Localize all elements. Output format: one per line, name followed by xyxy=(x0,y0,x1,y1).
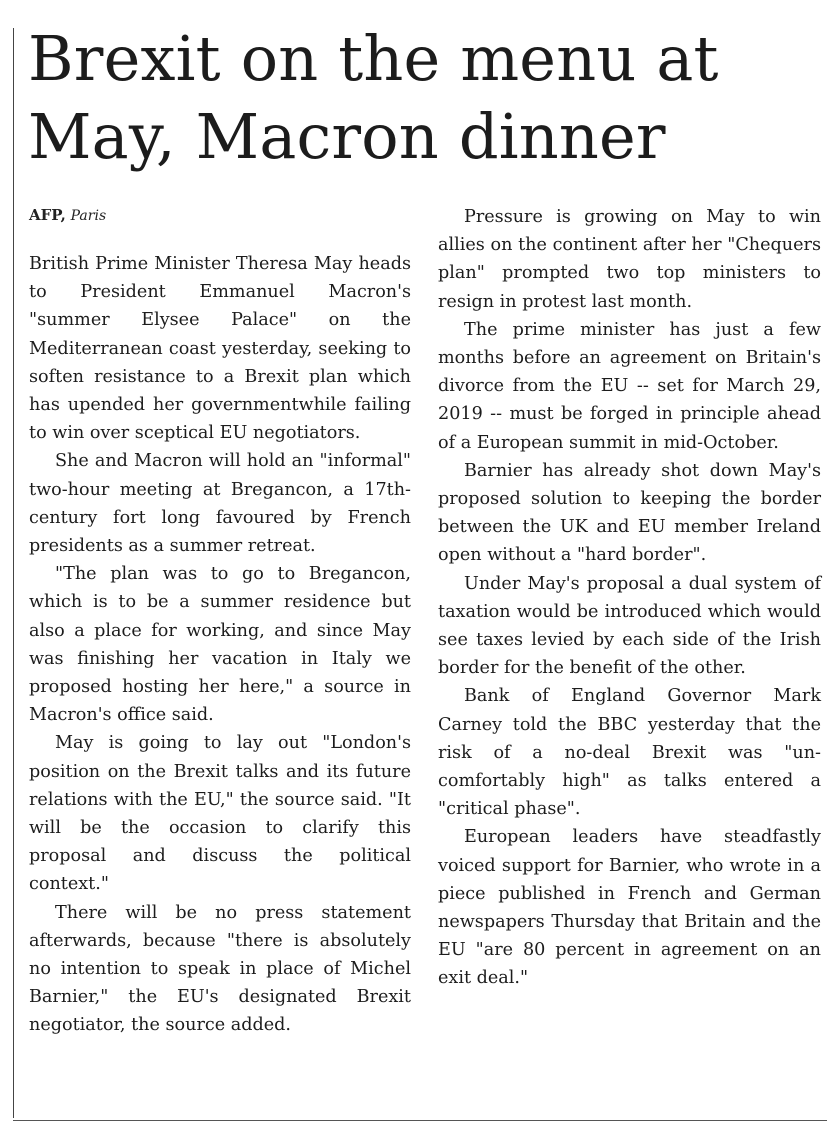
article-paragraph: Bank of England Governor Mark Carney told the BBC yesterday that the risk of a no-deal Brexit was "uncomfortably high" as talks entered a "critical phase". xyxy=(438,686,821,820)
article-paragraph: May is going to lay out "London's position on the Brexit talks and its future relations with the EU," the source said. "It will be the occasion to clarify this proposal and discuss the political context." xyxy=(29,733,411,895)
article-paragraph: She and Macron will hold an "informal" two-hour meeting at Bregancon, a 17th-century fort long favoured by French presidents as a summer retreat. xyxy=(29,451,411,557)
article-paragraph: There will be no press statement afterwards, because "there is absolutely no intention to speak in place of Michel Barnier," the EU's designated Brexit negotiator, the source added. xyxy=(29,902,411,1036)
left-column-rule xyxy=(13,28,14,1118)
article-paragraph: Pressure is growing on May to win allies on the continent after her "Chequers plan" prompted two top ministers to resign in protest last month. xyxy=(438,207,821,312)
byline-place: Paris xyxy=(70,208,107,224)
article-paragraph: Under May's proposal a dual system of taxation would be introduced which would see taxes levied by each side of the Irish border for the benefit of the other. xyxy=(438,573,821,679)
article-paragraph: "The plan was to go to Bregancon, which is to be a summer residence but also a place for working, and since May was finishing her vacation in Italy we proposed hosting her here," a source in Macron's office said. xyxy=(29,564,411,726)
article-paragraph: The prime minister has just a few months before an agreement on Britain's divorce from the EU -- set for March 29, 2019 -- must be forged in principle ahead of a European summit in mid-October. xyxy=(438,319,821,453)
bottom-rule xyxy=(13,1120,827,1121)
article-column-right xyxy=(438,203,821,993)
headline: Brexit on the menu at May, Macron dinner xyxy=(28,22,719,173)
article-paragraph: Barnier has already shot down May's proposed solution to keeping the border between the UK and EU member Ireland open without a "hard border". xyxy=(438,460,821,566)
byline-agency: AFP, xyxy=(29,206,66,224)
article-paragraph: European leaders have steadfastly voiced support for Barnier, who wrote in a piece published in French and German newspapers Thursday that Britain and the EU "are 80 percent in agreement on an exit deal." xyxy=(438,827,821,989)
byline xyxy=(29,206,106,224)
article-column-left xyxy=(29,250,411,1040)
article-paragraph: British Prime Minister Theresa May heads to President Emmanuel Macron's "summer Elysee Palace" on the Mediterranean coast yesterday, seeking to soften resistance to a Brexit plan which has upended her governmentwhile failing to win over sceptical EU negotiators. xyxy=(29,254,411,444)
